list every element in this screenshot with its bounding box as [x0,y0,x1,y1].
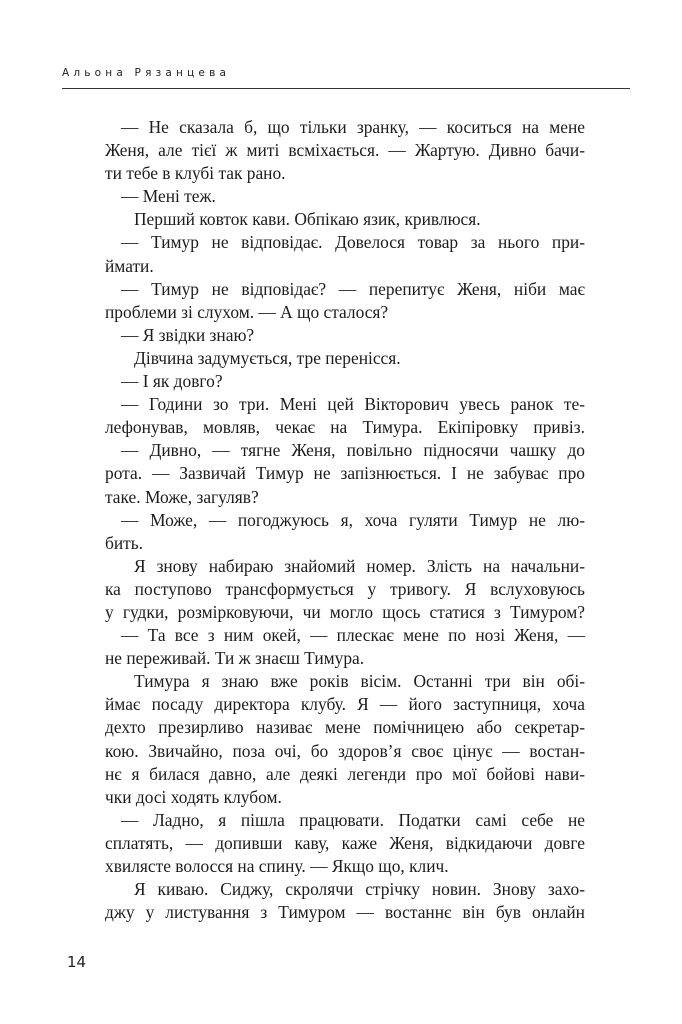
text-line: Тимура я знаю вже років вісім. Останні три він обі- [134,671,585,692]
text-line: нє я билася давно, але деякі легенди про мої бойові нави- [105,763,585,784]
text-line: Я киваю. Сиджу, скролячи стрічку новин. Знову захо- [134,879,585,900]
text-line: — Дивно, — тягне Женя, повільно підносячи чашку до [121,440,585,461]
text-line: Дівчина задумується, тре перенісся. [134,347,401,368]
text-line: ймати. [105,255,154,276]
text-line: чки досі ходять клубом. [105,786,282,807]
text-line: — Тимур не відповідає. Довелося товар за нього при- [121,232,585,253]
text-line: — І як довго? [121,371,223,392]
text-line: Я знову набираю знайомий номер. Злість на начальни- [134,555,585,576]
text-line: — Не сказала б, що тільки зранку, — коситься на мене [121,117,585,137]
header-rule [62,88,630,89]
text-line: ти тебе в клубі так рано. [105,163,286,184]
text-line: бить. [105,532,144,553]
text-line: дехто презирливо називає мене помічницею або секретар- [105,717,585,738]
text-line: рота. — Зазвичай Тимур не запізнюється. І не забуває про [105,463,585,484]
text-line: таке. Може, загуляв? [105,486,259,507]
text-line: джу у листування з Тимуром — востаннє він був онлайн [105,902,585,923]
text-line: — Години зо три. Мені цей Вікторович увесь ранок те- [121,394,585,415]
text-line: не переживай. Ти ж знаєш Тимура. [105,648,365,669]
body-text [105,116,585,924]
text-line: лефонував, мовляв, чекає на Тимура. Екіпіровку привіз. [105,417,585,438]
text-line: — Тимур не відповідає? — перепитує Женя, ніби має [121,278,585,299]
text-line: у гудки, розмірковуючи, чи могло щось статися з Тимуром? [105,601,585,622]
text-line: хвилясте волосся на спину. — Якщо що, клич. [105,856,449,876]
text-line: Перший ковток кави. Обпікаю язик, кривлюся. [134,209,481,230]
text-line: — Може, — погоджуюсь я, хоча гуляти Тимур не лю- [121,509,585,530]
text-line: — Ладно, я пішла працювати. Податки самі себе не [121,809,585,830]
text-line: ка поступово трансформується у тривогу. Я вслуховуюсь [105,578,585,599]
text-line: — Я звідки знаю? [121,324,255,345]
text-line: проблеми зі слухом. — А що сталося? [105,301,389,322]
text-line: кою. Звичайно, поза очі, бо здоров’я своє цінує — востан- [105,740,585,761]
text-line: сплатять, — допивши каву, каже Женя, відкидаючи довге [105,832,585,853]
text-line: — Та все з ним окей, — плескає мене по нозі Женя, — [121,625,585,646]
text-line: — Мені теж. [121,186,216,207]
text-line: Женя, але тієї ж миті всміхається. — Жартую. Дивно бачи- [105,140,585,161]
page-number: 14 [67,953,87,971]
running-head-author: Альона Рязанцева [62,67,231,79]
text-line: ймає посаду директора клубу. Я — його заступниця, хоча [105,694,585,715]
